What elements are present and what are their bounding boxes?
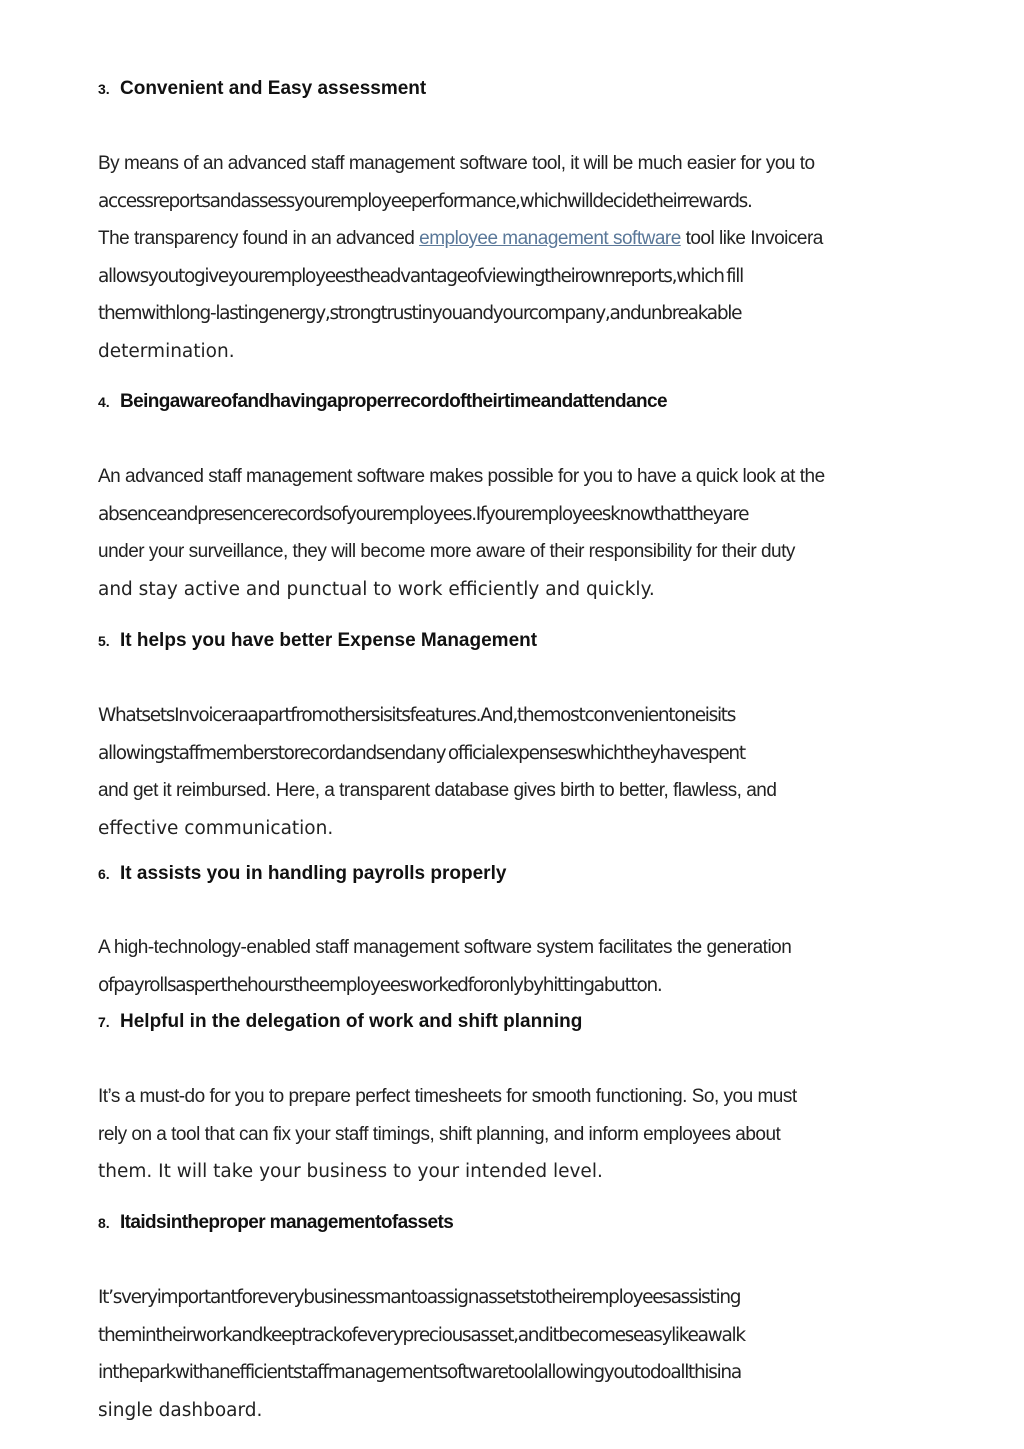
section-title: Convenient and Easy assessment (120, 78, 427, 99)
section-6-body (98, 929, 958, 1004)
section-3-body (98, 145, 958, 370)
paragraph-line: absenceandpresencerecordsofyouremployees.Ifyouremployeesknowthattheyare (98, 503, 749, 525)
paragraph-line: and get it reimbursed. Here, a transparent database gives birth to better, flawless, and (98, 780, 777, 801)
paragraph-line: WhatsetsInvoiceraapartfromothersisitsfeatures.And,themostconvenientoneisits (98, 705, 736, 726)
paragraph-line: effective communication. (98, 817, 334, 839)
section-7-body (98, 1078, 958, 1191)
section-heading (98, 862, 958, 886)
paragraph-line: allowingstaffmemberstorecordandsendany officialexpenseswhichtheyhavespent (98, 742, 745, 764)
section-number: 8. (98, 1215, 110, 1231)
section-4 (98, 390, 958, 414)
paragraph-line: under your surveillance, they will become more aware of their responsibility for their duty (98, 541, 795, 562)
paragraph-line (98, 220, 958, 258)
paragraph-line: themintheirworkandkeeptrackofeverypreciousasset,anditbecomeseasylikeawalk (98, 1324, 745, 1346)
section-heading (98, 629, 958, 653)
section-8-body (98, 1279, 958, 1429)
paragraph-text: tool like Invoicera (685, 228, 823, 249)
section-6 (98, 862, 958, 886)
paragraph-line: rely on a tool that can fix your staff timings, shift planning, and inform employees about (98, 1123, 781, 1145)
paragraph-line: An advanced staff management software makes possible for you to have a quick look at the (98, 466, 825, 487)
section-3 (98, 77, 958, 101)
paragraph-line: By means of an advanced staff management software tool, it will be much easier for you to (98, 153, 815, 174)
paragraph-line: ofpayrollsaspertheh​ourstheemployeesworkedforonlybyhittingabutton. (98, 974, 662, 996)
section-heading (98, 1211, 958, 1235)
section-title: It helps you have better Expense Management (120, 630, 538, 651)
section-title: It assists you in handling payrolls properly (120, 863, 507, 884)
section-title: Beingawareofandhavingaproperrecordoftheirtimeandattendance (120, 391, 667, 412)
paragraph-line: and stay active and punctual to work efficiently and quickly. (98, 578, 655, 600)
paragraph-line: It’s a must-do for you to prepare perfect timesheets for smooth functioning. So, you must (98, 1086, 797, 1107)
section-5-body (98, 697, 958, 847)
section-5 (98, 629, 958, 653)
section-number: 7. (98, 1014, 110, 1030)
section-number: 4. (98, 394, 110, 410)
paragraph-text: The transparency found in an advanced (98, 228, 415, 249)
paragraph-line: accessreportsandassessyouremployeeperformance,whichwilldecidetheirrewards. (98, 190, 752, 212)
paragraph-line: single dashboard. (98, 1399, 263, 1421)
section-number: 3. (98, 81, 110, 97)
paragraph-line: them. It will take your business to your intended level. (98, 1161, 603, 1182)
paragraph-line: It’sveryimportantforeverybusinessmantoassignassetstotheiremployeesassisting (98, 1287, 741, 1308)
paragraph-line: themwithlong-lastingenergy,strongtrustinyouandyourcompany,andunbreakable (98, 303, 742, 324)
section-7 (98, 1010, 958, 1034)
section-title: Helpful in the delegation of work and shift planning (120, 1011, 583, 1032)
paragraph-line: allowsyoutogiveyouremployeestheadvantageofviewingtheirownreports,which fill (98, 265, 743, 287)
employee-management-software-link[interactable]: employee management software (419, 228, 681, 249)
section-4-body (98, 458, 958, 608)
paragraph-line: intheparkwithanefficientstaffmanagementsoftwaretoolallowingyoutodoallthisina (98, 1362, 741, 1383)
section-8 (98, 1211, 958, 1235)
section-heading (98, 1010, 958, 1034)
section-number: 6. (98, 866, 110, 882)
paragraph-line: A high-technology-enabled staff management software system facilitates the generation (98, 937, 792, 958)
section-title: Itaidsintheproper managementofassets (120, 1212, 454, 1233)
section-heading (98, 390, 958, 414)
section-heading (98, 77, 958, 101)
section-number: 5. (98, 633, 110, 649)
paragraph-line: determination. (98, 340, 235, 362)
